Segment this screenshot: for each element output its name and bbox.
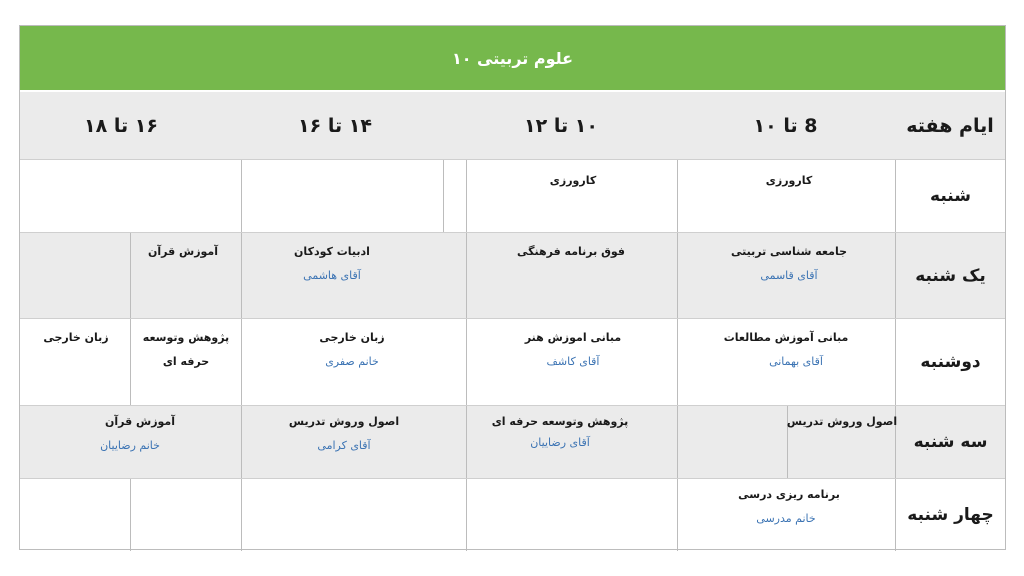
time-slot-10-12: ۱۰ تا ۱۲ <box>524 114 598 137</box>
col-divider <box>241 406 242 478</box>
teacher-label: آقای هاشمی <box>303 269 361 282</box>
row-sunday <box>20 232 1005 318</box>
row-tuesday <box>20 405 1005 478</box>
col-divider <box>677 406 678 478</box>
course-label: کارورزی <box>549 174 597 187</box>
col-divider <box>466 319 467 405</box>
col-divider <box>241 160 242 232</box>
weekly-schedule-table <box>19 25 1006 550</box>
course-label: آموزش قرآن <box>147 245 219 258</box>
course-label: فوق برنامه فرهنگی <box>517 245 625 258</box>
teacher-label: خانم مدرسی <box>756 512 816 525</box>
col-divider <box>466 160 467 232</box>
day-tuesday: سه شنبه <box>895 406 1005 478</box>
time-slot-14-16: ۱۴ تا ۱۶ <box>298 114 372 137</box>
course-label: مبانی آموزش مطالعات <box>723 331 849 344</box>
course-label: زبان خارجی <box>43 331 109 344</box>
teacher-label: آقای رضاییان <box>530 436 590 449</box>
teacher-label: آقای قاسمی <box>760 269 818 282</box>
day-monday: دوشنبه <box>895 319 1005 405</box>
teacher-label: آقای بهمانی <box>769 355 823 368</box>
course-label: اصول وروش تدریس <box>288 415 400 428</box>
teacher-label: آقای کاشف <box>546 355 600 368</box>
course-label: پژوهش وتوسعه حرفه ای <box>491 415 629 428</box>
row-saturday <box>20 159 1005 232</box>
col-divider <box>241 319 242 405</box>
teacher-label: خانم صفری <box>325 355 379 368</box>
teacher-label: خانم رضاییان <box>100 439 160 452</box>
course-label: کارورزی <box>765 174 813 187</box>
course-label: جامعه شناسی تربیتی <box>730 245 848 258</box>
col-divider <box>241 233 242 318</box>
col-divider <box>130 479 131 551</box>
col-divider <box>466 479 467 551</box>
day-sunday: یک شنبه <box>895 233 1005 318</box>
col-divider <box>677 319 678 405</box>
schedule-title: علوم تربیتی ۱۰ <box>20 26 1005 90</box>
course-label: آموزش قرآن <box>104 415 176 428</box>
col-divider <box>443 160 444 232</box>
day-saturday: شنبه <box>895 160 1005 232</box>
time-slot-16-18: ۱۶ تا ۱۸ <box>84 114 158 137</box>
row-wednesday <box>20 478 1005 551</box>
course-label: مبانی اموزش هنر <box>524 331 622 344</box>
course-label: اصول وروش تدریس <box>786 415 898 428</box>
col-divider <box>677 479 678 551</box>
days-header: ایام هفته <box>906 114 994 137</box>
col-divider <box>466 406 467 478</box>
course-label: ادبیات کودکان <box>294 245 370 258</box>
course-label: زبان خارجی <box>319 331 385 344</box>
day-wednesday: چهار شنبه <box>895 479 1005 551</box>
row-monday <box>20 318 1005 405</box>
col-divider <box>130 319 131 405</box>
time-slot-8-10: 8 تا ۱۰ <box>753 114 818 137</box>
course-label: پژوهش وتوسعه <box>142 331 230 344</box>
course-label: حرفه ای <box>162 355 210 368</box>
col-divider <box>130 233 131 318</box>
col-divider <box>241 479 242 551</box>
course-label: برنامه ریزی درسی <box>738 488 840 501</box>
header-row <box>20 90 1005 159</box>
col-divider <box>466 233 467 318</box>
teacher-label: آقای کرامی <box>317 439 371 452</box>
col-divider <box>677 233 678 318</box>
col-divider <box>677 160 678 232</box>
